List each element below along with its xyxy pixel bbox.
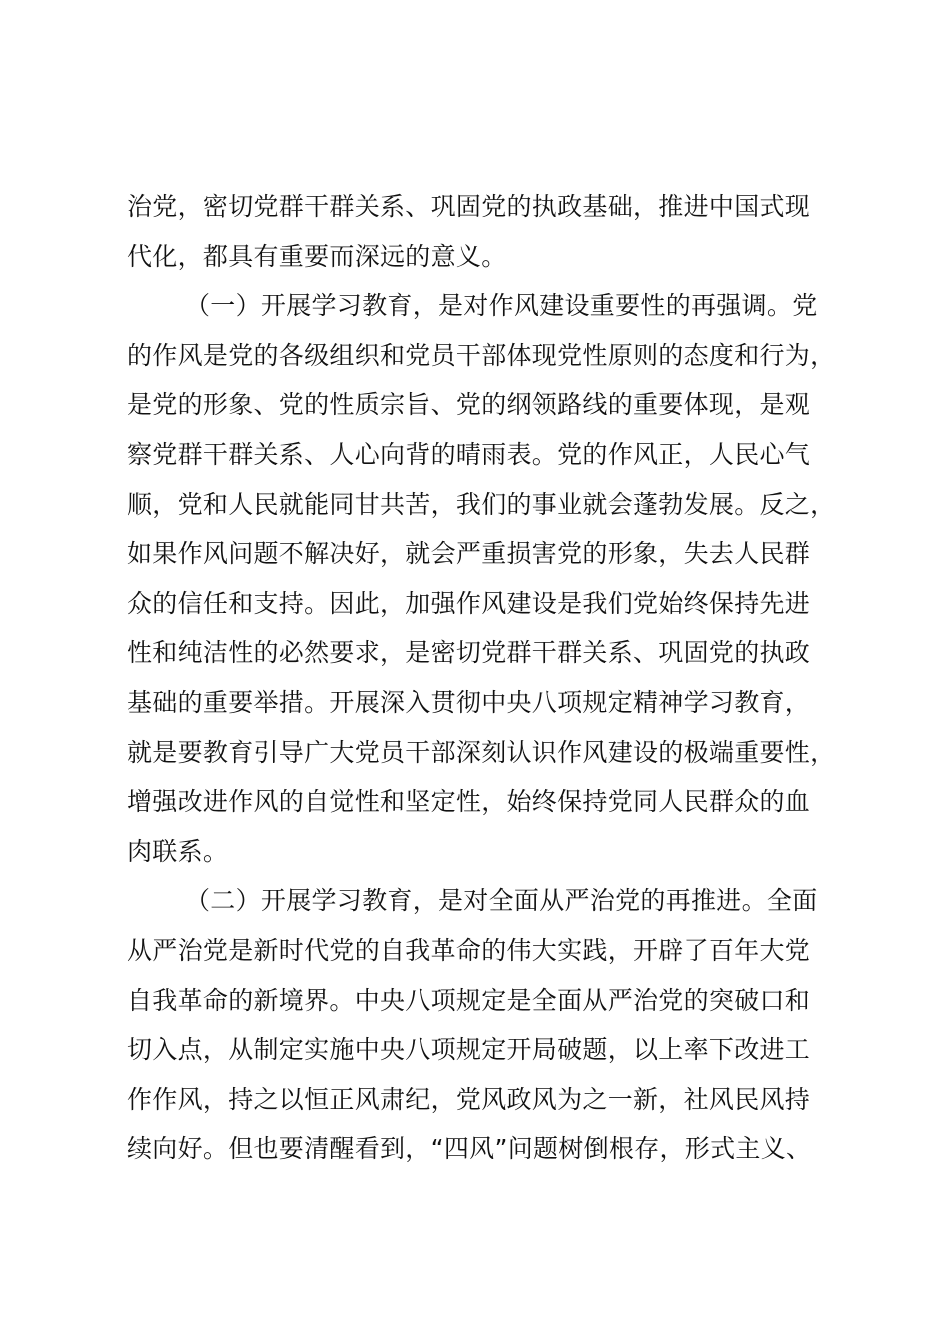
text-line: 肉联系。 bbox=[127, 836, 229, 866]
paragraph-first-line: （一）开展学习教育，是对作风建设重要性的再强调。党 bbox=[185, 291, 818, 321]
text-line: 就是要教育引导广大党员干部深刻认识作风建设的极端重要性， bbox=[127, 737, 836, 767]
text-line: 作作风，持之以恒正风肃纪，党风政风为之一新，社风民风持 bbox=[127, 1084, 811, 1114]
text-line: 治党，密切党群干群关系、巩固党的执政基础，推进中国式现 bbox=[127, 192, 811, 221]
text-line: 续向好。但也要清醒看到，“四风”问题树倒根存，形式主义、 bbox=[127, 1134, 812, 1164]
paragraph-first-line: （二）开展学习教育，是对全面从严治党的再推进。全面 bbox=[185, 886, 818, 916]
text-line: 是党的形象、党的性质宗旨、党的纲领路线的重要体现，是观 bbox=[127, 390, 811, 420]
text-line: 性和纯洁性的必然要求，是密切党群干群关系、巩固党的执政 bbox=[127, 638, 811, 668]
text-line: 自我革命的新境界。中央八项规定是全面从严治党的突破口和 bbox=[127, 985, 811, 1015]
text-line: 切入点，从制定实施中央八项规定开局破题，以上率下改进工 bbox=[127, 1035, 811, 1065]
text-line: 如果作风问题不解决好，就会严重损害党的形象，失去人民群 bbox=[127, 539, 811, 569]
text-line: 从严治党是新时代党的自我革命的伟大实践，开辟了百年大党 bbox=[127, 935, 811, 965]
text-line: 的作风是党的各级组织和党员干部体现党性原则的态度和行为， bbox=[127, 340, 836, 370]
text-line: 基础的重要举措。开展深入贯彻中央八项规定精神学习教育， bbox=[127, 687, 811, 717]
text-line: 代化，都具有重要而深远的意义。 bbox=[127, 241, 507, 271]
text-line: 察党群干群关系、人心向背的晴雨表。党的作风正，人民心气 bbox=[127, 439, 811, 469]
body-text bbox=[127, 182, 857, 1174]
text-line: 顺，党和人民就能同甘共苦，我们的事业就会蓬勃发展。反之， bbox=[127, 489, 836, 519]
text-line: 增强改进作风的自觉性和坚定性，始终保持党同人民群众的血 bbox=[127, 787, 811, 817]
text-line: 众的信任和支持。因此，加强作风建设是我们党始终保持先进 bbox=[127, 588, 811, 618]
